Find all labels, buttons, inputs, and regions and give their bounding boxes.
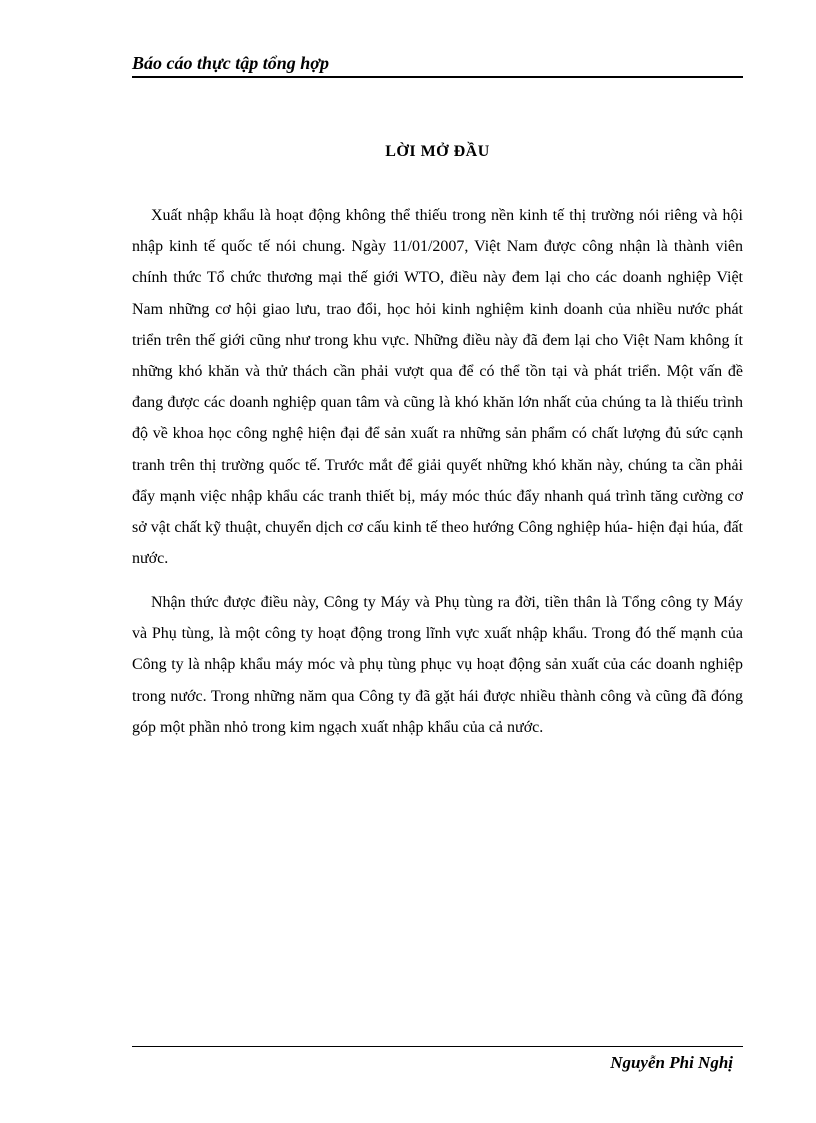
paragraph-2: Nhận thức được điều này, Công ty Máy và Phụ tùng ra đời, tiền thân là Tổng công ty Máy và Phụ tùng, là một công ty hoạt động trong lĩnh vực xuất nhập khẩu. Trong đó thế mạnh của Công ty là nhập khẩu máy móc và phụ tùng phục vụ hoạt động sản xuất của các doanh nghiệp trong nước. Trong những năm qua Công ty đã gặt hái được nhiều thành công và cũng đã đóng góp một phần nhỏ trong kim ngạch xuất nhập khẩu của cả nước. <box>132 594 743 736</box>
section-heading: LỜI MỞ ĐẦU <box>385 143 490 160</box>
author-name: Nguyễn Phi Nghị <box>610 1053 733 1072</box>
page-header <box>132 52 743 78</box>
report-title: Báo cáo thực tập tổng hợp <box>132 53 329 73</box>
page-footer <box>132 1046 743 1079</box>
paragraph-1: Xuất nhập khẩu là hoạt động không thể thiếu trong nền kinh tế thị trường nói riêng và hội nhập kinh tế quốc tế nói chung. Ngày 11/01/2007, Việt Nam được công nhận là thành viên chính thức Tổ chức thương mại thế giới WTO, điều này đem lại cho các doanh nghiệp Việt Nam những cơ hội giao lưu, trao đổi, học hỏi kinh nghiệm kinh doanh của nhiều nước phát triển trên thế giới cũng như trong khu vực. Những điều này đã đem lại cho Việt Nam không ít những khó khăn và thử thách cần phải vượt qua để có thể tồn tại và phát triển. Một vấn đề đang được các doanh nghiệp quan tâm và cũng là khó khăn lớn nhất của chúng ta là thiếu trình độ về khoa học công nghệ hiện đại để sản xuất ra những sản phẩm có chất lượng đủ sức cạnh tranh trên thị trường quốc tế. Trước mắt để giải quyết những khó khăn này, chúng ta cần phải đẩy mạnh việc nhập khẩu các tranh thiết bị, máy móc thúc đẩy nhanh quá trình tăng cường cơ sở vật chất kỹ thuật, chuyển dịch cơ cấu kinh tế theo hướng Công nghiệp húa- hiện đại húa, đất nước. <box>132 207 743 568</box>
